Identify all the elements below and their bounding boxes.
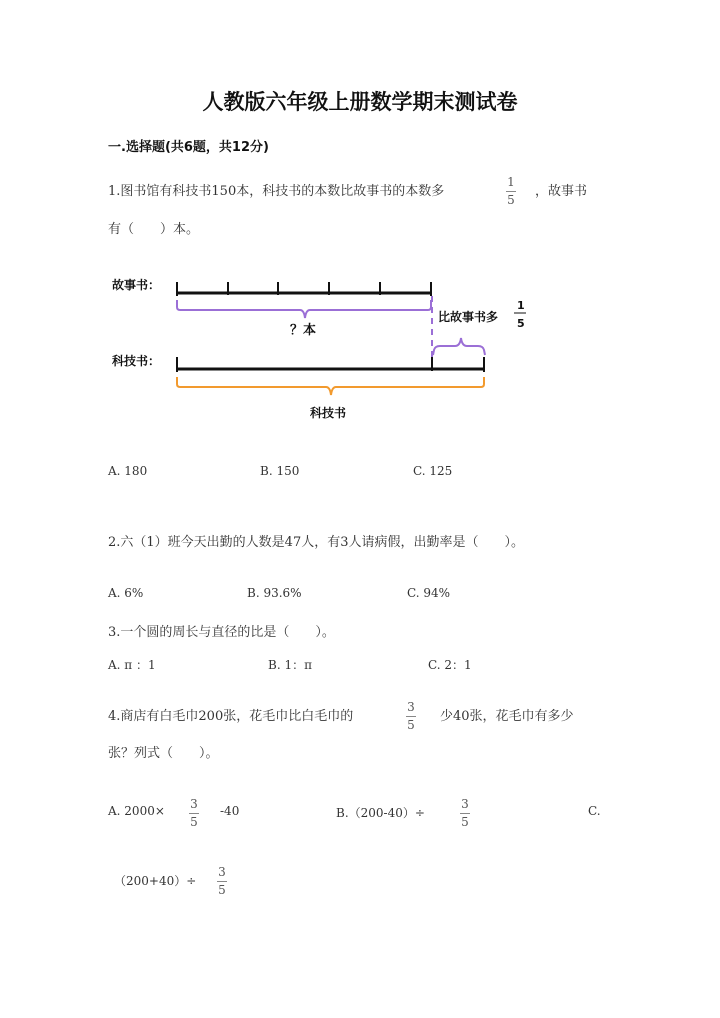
q4-optb-frac-num: 3 [461, 797, 469, 811]
q4-option-a-fraction [189, 798, 199, 829]
more-frac-den: 5 [517, 317, 525, 330]
tech-brace-label: 科技书 [310, 406, 347, 420]
story-brace [177, 300, 431, 318]
q4-optc-frac-den: 5 [218, 883, 226, 897]
tech-brace [177, 377, 484, 395]
q1-text-line1: 1.图书馆有科技书150本，科技书的本数比故事书的本数多 [108, 184, 445, 199]
q1-diagram [100, 260, 560, 430]
unknown-label: ？本 [290, 323, 317, 338]
story-label: 故事书： [112, 278, 161, 292]
q3-option-c[interactable]: C. 2：1 [428, 658, 472, 672]
more-label: 比故事书多 [438, 310, 499, 324]
page-title: 人教版六年级上册数学期末测试卷 [202, 90, 518, 114]
q3-option-b[interactable]: B. 1：π [268, 658, 312, 672]
section-heading: 一.选择题(共6题，共12分) [108, 140, 269, 155]
q1-option-c[interactable]: C. 125 [413, 464, 453, 478]
tech-bar [176, 357, 485, 372]
q3-option-a[interactable]: A. π ：1 [108, 658, 156, 672]
q4-option-c-fraction [217, 866, 227, 897]
q4-frac-num: 3 [407, 700, 415, 714]
q4-text-line1-end: 少40张，花毛巾有多少 [440, 709, 574, 724]
q1-text-line1-end: ，故事书 [535, 184, 588, 199]
q1-fraction [506, 176, 516, 207]
q4-optb-frac-den: 5 [461, 815, 469, 829]
q3-text: 3.一个圆的周长与直径的比是（ ）。 [108, 625, 335, 640]
q4-opta-frac-den: 5 [190, 815, 198, 829]
extra-brace [433, 338, 485, 355]
q4-option-c-cont: （200+40）÷ [114, 874, 197, 888]
q1-option-b[interactable]: B. 150 [260, 464, 300, 478]
q4-option-c[interactable]: C. [588, 804, 601, 818]
q4-text-line2: 张？列式（ ）。 [108, 746, 219, 761]
story-bar [176, 282, 432, 296]
q4-opta-frac-num: 3 [190, 797, 198, 811]
more-frac-num: 1 [517, 299, 525, 312]
q2-option-c[interactable]: C. 94% [407, 586, 451, 600]
q4-text-line1: 4.商店有白毛巾200张，花毛巾比白毛巾的 [108, 709, 354, 724]
q1-option-a[interactable]: A. 180 [108, 464, 148, 478]
q4-option-b[interactable]: B.（200-40）÷ [336, 806, 425, 820]
q2-option-a[interactable]: A. 6% [108, 586, 144, 600]
q4-option-a[interactable]: A. 2000× [108, 804, 165, 818]
q1-frac-num: 1 [507, 175, 515, 189]
q4-fraction [406, 701, 416, 732]
q4-option-b-fraction [460, 798, 470, 829]
q1-frac-den: 5 [507, 193, 515, 207]
q4-frac-den: 5 [407, 718, 415, 732]
q4-optc-frac-num: 3 [218, 865, 226, 879]
q2-text: 2.六（1）班今天出勤的人数是47人，有3人请病假，出勤率是（ ）。 [108, 535, 524, 550]
q1-text-line2: 有（ ）本。 [108, 222, 200, 237]
q4-option-a-end: -40 [220, 804, 240, 818]
tech-label: 科技书： [112, 354, 161, 368]
q2-option-b[interactable]: B. 93.6% [247, 586, 302, 600]
